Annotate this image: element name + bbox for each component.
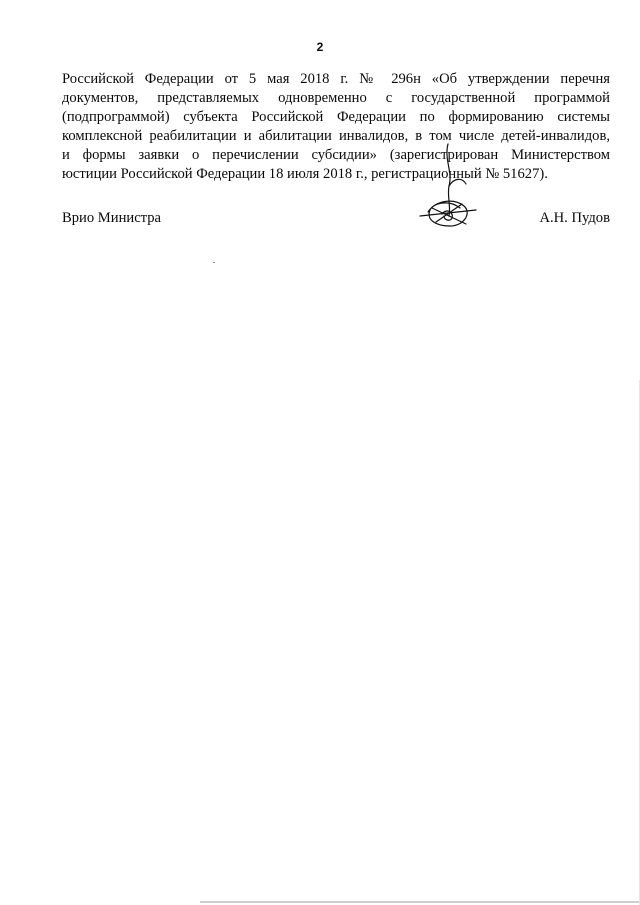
body-line: комплексной реабилитации и абилитации инвалидов, в том числе детей-инвалидов, bbox=[62, 128, 610, 144]
body-line: (подпрограммой) субъекта Российской Федерации по формированию системы bbox=[62, 109, 610, 125]
body-line: Российской Федерации от 5 мая 2018 г. № 296н «Об утверждении перечня bbox=[62, 71, 610, 87]
body-line: документов, представляемых одновременно с государственной программой bbox=[62, 90, 610, 106]
scan-edge-bottom bbox=[200, 901, 640, 903]
handwritten-signature bbox=[418, 142, 478, 234]
body-line: и формы заявки о перечислении субсидии» (зарегистрирован Министерством bbox=[62, 147, 610, 163]
body-line: юстиции Российской Федерации 18 июля 2018 г., регистрационный № 51627). bbox=[62, 166, 548, 182]
scan-speck bbox=[213, 262, 215, 263]
signatory-role: Врио Министра bbox=[62, 210, 161, 226]
body-paragraph bbox=[62, 70, 610, 184]
signatory-name: А.Н. Пудов bbox=[539, 210, 610, 226]
page-number: 2 bbox=[316, 40, 324, 54]
